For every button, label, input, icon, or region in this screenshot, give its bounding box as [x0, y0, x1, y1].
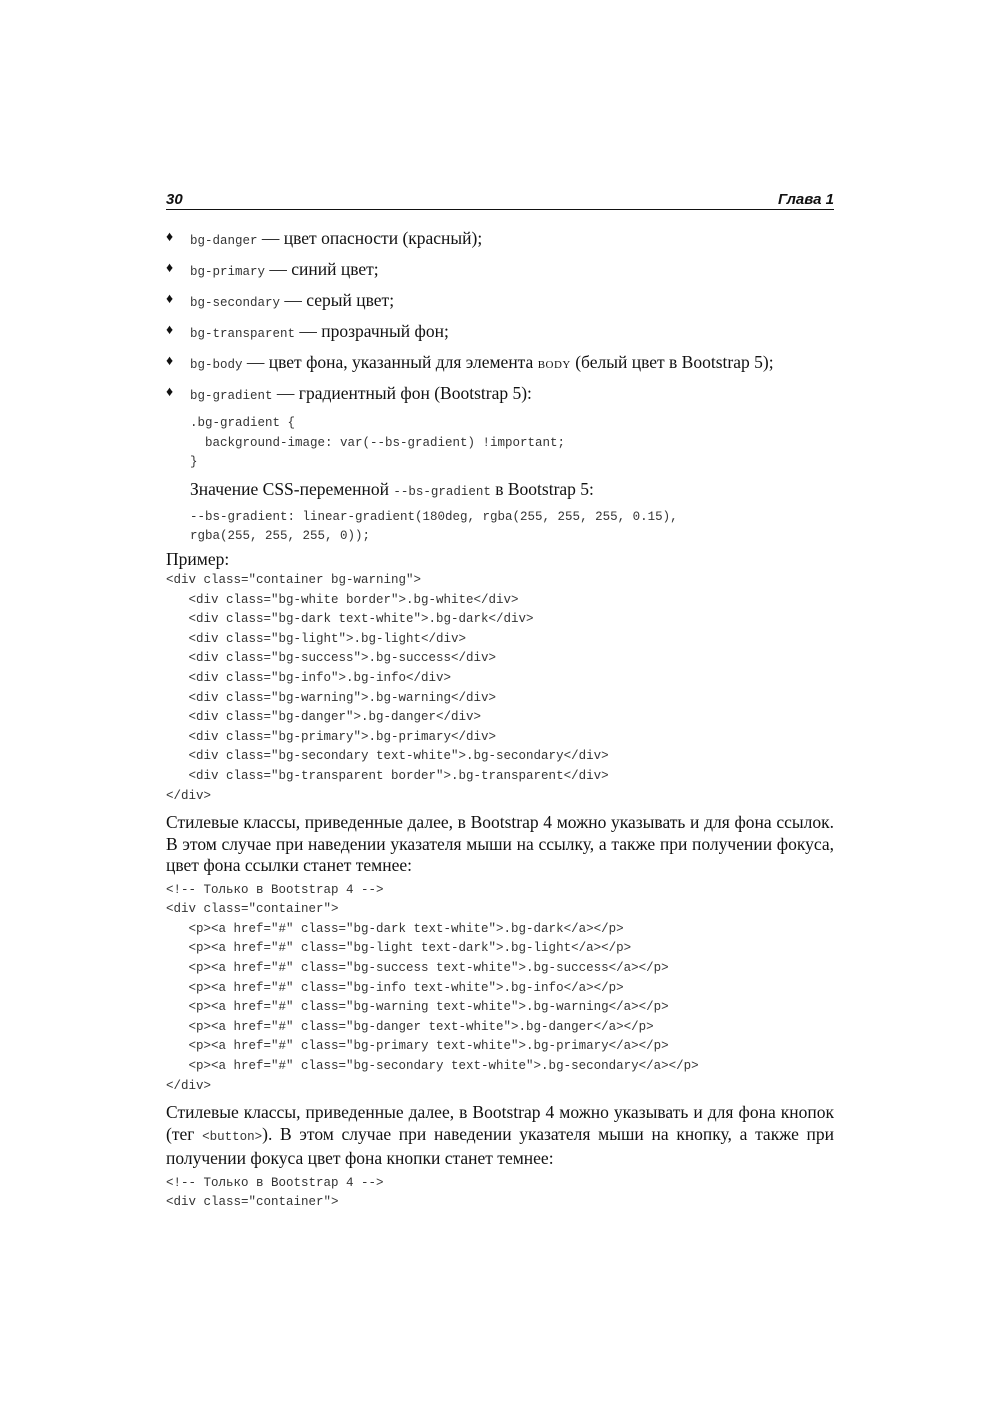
class-description: — градиентный фон (Bootstrap 5): [272, 383, 532, 403]
buttons-paragraph [166, 1102, 834, 1170]
class-description: — серый цвет; [280, 290, 395, 310]
tag-name: <button> [202, 1129, 263, 1144]
element-name: BODY [537, 359, 571, 371]
diamond-bullet-icon: ♦ [166, 323, 174, 338]
gradient-code-block: .bg-gradient { background-image: var(--bs-gradient) !important; } [190, 416, 566, 470]
list-item [166, 255, 834, 286]
class-description-end: (белый цвет в Bootstrap 5); [570, 352, 774, 372]
gradient-variable-code: --bs-gradient: linear-gradient(180deg, rgba(255, 255, 255, 0.15), rgba(255, 255, 255, 0)); [190, 509, 678, 544]
example-code-block: <div class="container bg-warning"> <div class="bg-white border">.bg-white</div> <div class="bg-dark text-white">.bg-dark</div> <div class="bg-light">.bg-light</div> <div class="bg-success">.bg-success</div> <div class="bg-info">.bg-info</div> <div class="bg-warning">.bg-warning</div> <div class="bg-danger">.bg-danger</div> <div class="bg-primary">.bg-primary</div> <div class="bg-secondary text-white">.bg-secondary</div> <div class="bg-transparent border">.bg-transparent</div> </div> [166, 572, 609, 803]
bg-class-list [166, 224, 834, 410]
class-description: — цвет опасности (красный); [257, 228, 483, 248]
book-page [166, 186, 834, 1213]
paragraph-start: Стилевые классы, приведенные далее, в Bootstrap 4 можно указывать и для фона кнопок (тег [166, 1102, 834, 1144]
list-item [166, 286, 834, 317]
diamond-bullet-icon: ♦ [166, 261, 174, 276]
gradient-variable-sentence [190, 477, 834, 504]
list-item [166, 379, 834, 410]
sentence-end: в Bootstrap 5: [490, 478, 594, 499]
list-item [166, 348, 834, 379]
class-name: bg-transparent [190, 327, 296, 341]
sentence-start: Значение CSS-переменной [190, 478, 394, 499]
list-item [166, 317, 834, 348]
page-number: 30 [166, 191, 183, 208]
page-content [166, 224, 834, 1213]
list-item [166, 224, 834, 255]
diamond-bullet-icon: ♦ [166, 385, 174, 400]
class-name: bg-secondary [190, 296, 281, 310]
links-code-block: <!-- Только в Bootstrap 4 --> <div class="container"> <p><a href="#" class="bg-dark text-white">.bg-dark</a></p> <p><a href="#" class="bg-light text-dark">.bg-light</a></p> <p><a href="#" class="bg-success text-white">.bg-success</a></p> <p><a href="#" class="bg-info text-white">.bg-info</a></p> <p><a href="#" class="bg-warning text-white">.bg-warning</a></p> <p><a href="#" class="bg-danger text-white">.bg-danger</a></p> <p><a href="#" class="bg-primary text-white">.bg-primary</a></p> <p><a href="#" class="bg-secondary text-white">.bg-secondary</a></p> </div> [166, 882, 699, 1093]
diamond-bullet-icon: ♦ [166, 230, 174, 245]
diamond-bullet-icon: ♦ [166, 354, 174, 369]
class-description: — прозрачный фон; [295, 321, 449, 341]
gradient-details [190, 414, 834, 547]
class-name: bg-gradient [190, 389, 273, 403]
diamond-bullet-icon: ♦ [166, 292, 174, 307]
links-paragraph: Стилевые классы, приведенные далее, в Bootstrap 4 можно указывать и для фона ссылок. В этом случае при наведении указателя мыши на ссылку, а также при получении фокуса, цвет фона ссылки станет темнее: [166, 812, 834, 876]
class-name: bg-danger [190, 234, 258, 248]
class-description: — цвет фона, указанный для элемента [242, 352, 538, 372]
chapter-title: Глава 1 [777, 191, 834, 208]
paragraph-end: ). В этом случае при наведении указателя мыши на кнопку, а также при получении фокуса цвет фона кнопки станет темнее: [166, 1123, 835, 1169]
buttons-code-block: <!-- Только в Bootstrap 4 --> <div class="container"> [166, 1175, 384, 1210]
class-name: bg-primary [190, 265, 266, 279]
class-description: — синий цвет; [265, 259, 379, 279]
example-label: Пример: [166, 548, 230, 569]
variable-name: --bs-gradient [393, 484, 491, 499]
class-name: bg-body [190, 358, 243, 372]
page-header [166, 186, 834, 210]
